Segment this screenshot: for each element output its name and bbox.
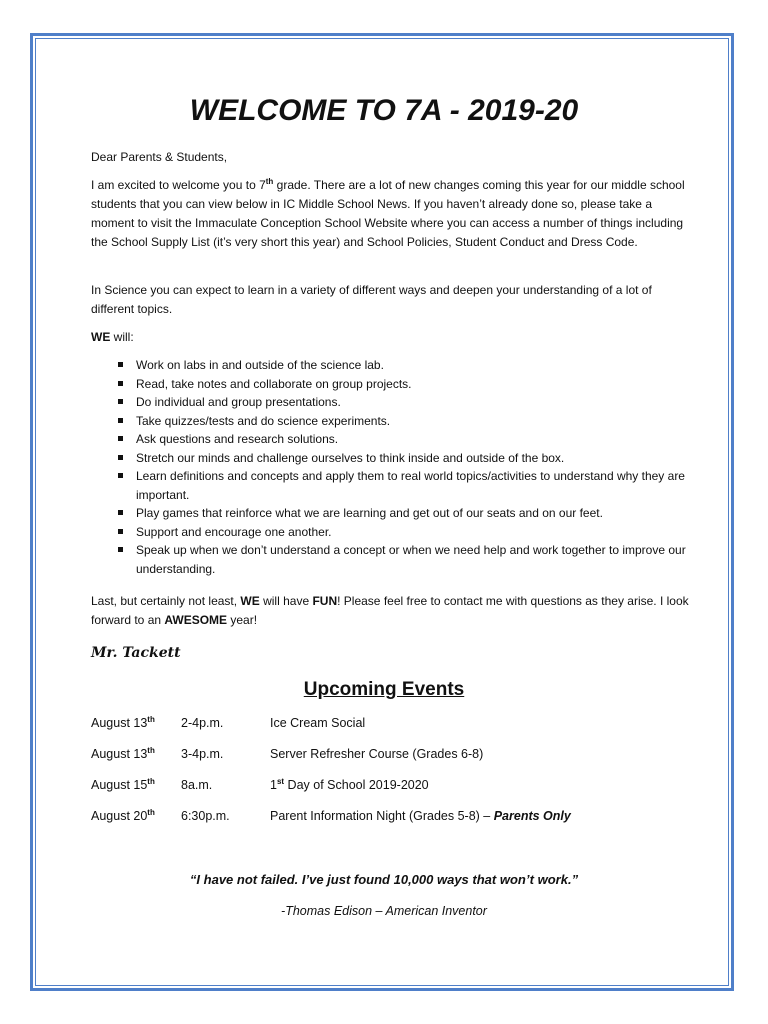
events-title: Upcoming Events (303, 679, 465, 700)
list-item: Ask questions and research solutions. (91, 430, 691, 449)
we-will-rest: will: (110, 330, 134, 344)
event-date: August 15th (91, 776, 155, 792)
list-item: Take quizzes/tests and do science experiments. (91, 412, 691, 431)
closing-t4: year! (227, 613, 258, 627)
event-row (91, 747, 691, 778)
list-item: Read, take notes and collaborate on group projects. (91, 375, 691, 394)
intro-text-2: grade. There are a lot of new changes coming this year for our middle school students that you can view below in IC Middle School News. If you haven’t already done so, please take a moment to visit the Immaculate Conception School Website where you can access a number of things including the School Supply List (it’s very short this year) and School Policies, Student Conduct and Dress Code. (91, 178, 685, 249)
event-time: 3-4p.m. (181, 747, 224, 761)
closing-t1: Last, but certainly not least, (91, 594, 241, 608)
event-row (91, 716, 691, 747)
intro-sup: th (265, 177, 274, 186)
list-item: Work on labs in and outside of the science lab. (91, 356, 691, 375)
greeting: Dear Parents & Students, (91, 150, 228, 164)
closing-b3: AWESOME (164, 613, 228, 627)
science-paragraph: In Science you can expect to learn in a variety of different ways and deepen your understanding of a lot of different topics. (91, 283, 652, 316)
intro-text-1: I am excited to welcome you to 7 (91, 178, 266, 192)
event-desc: Parent Information Night (Grades 5-8) – Parents Only (270, 809, 571, 823)
closing-t2: will have (259, 594, 313, 608)
quote-author: -Thomas Edison – American Inventor (281, 904, 487, 918)
closing-b2: FUN (312, 594, 338, 608)
we-bold: WE (91, 330, 111, 344)
event-row (91, 778, 691, 809)
list-item: Play games that reinforce what we are learning and get out of our seats and on our feet. (91, 504, 691, 523)
list-item: Support and encourage one another. (91, 523, 691, 542)
list-item: Do individual and group presentations. (91, 393, 691, 412)
activity-list (91, 356, 691, 578)
event-desc: 1st Day of School 2019-2020 (270, 776, 429, 792)
event-time: 8a.m. (181, 778, 213, 792)
intro-paragraph (91, 176, 691, 252)
event-time: 6:30p.m. (181, 809, 230, 823)
signature: Mr. Tackett (91, 645, 181, 661)
we-will-heading (91, 328, 691, 347)
page-title: WELCOME TO 7A - 2019-20 (189, 94, 579, 127)
closing-t3: ! Please feel free to contact me with questions as they arise. I look forward to an (91, 594, 689, 627)
event-time: 2-4p.m. (181, 716, 224, 730)
closing-b1: WE (240, 594, 260, 608)
event-desc: Server Refresher Course (Grades 6-8) (270, 747, 484, 761)
list-item: Learn definitions and concepts and apply them to real world topics/activities to understand why they are important. (91, 467, 691, 504)
events-table (91, 716, 691, 840)
closing-paragraph (91, 592, 691, 630)
list-item: Speak up when we don’t understand a concept or when we need help and work together to improve our understanding. (91, 541, 691, 578)
quote: “I have not failed. I’ve just found 10,000 ways that won’t work.” (189, 872, 579, 887)
event-date: August 13th (91, 714, 155, 730)
list-item: Stretch our minds and challenge ourselves to think inside and outside of the box. (91, 449, 691, 468)
event-date: August 20th (91, 807, 155, 823)
event-row (91, 809, 691, 840)
event-date: August 13th (91, 745, 155, 761)
event-desc: Ice Cream Social (270, 716, 366, 730)
